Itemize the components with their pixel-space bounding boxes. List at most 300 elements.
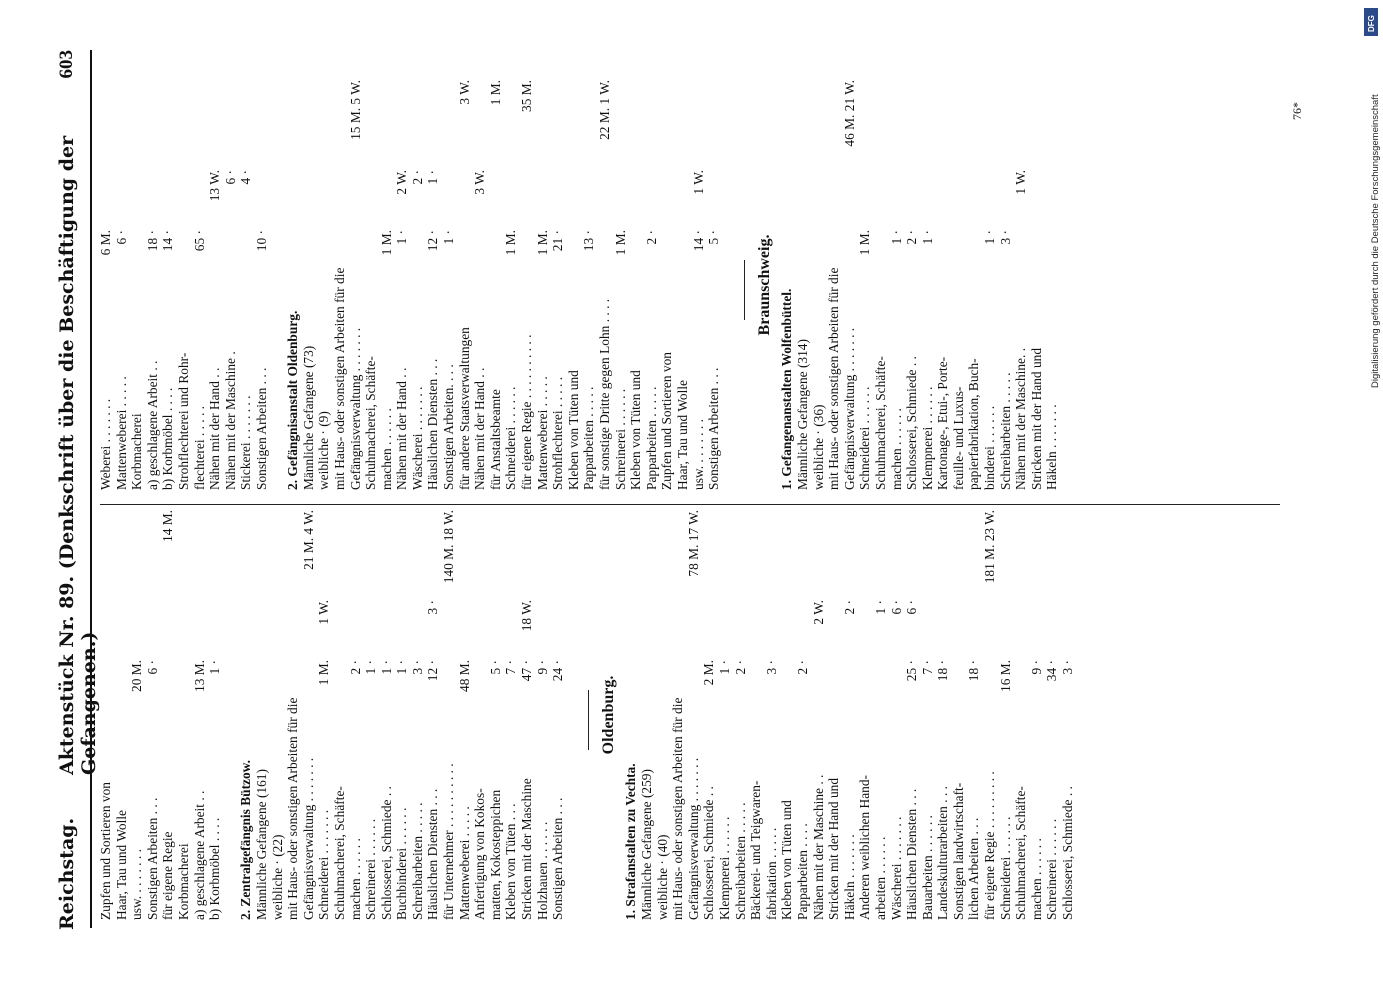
men-count: 14 · (160, 230, 176, 252)
table-row (920, 510, 936, 920)
table-row (904, 510, 920, 920)
row-label: Korbmacherei (129, 413, 145, 490)
row-label: Gefängnisverwaltung . . . . . . . (841, 327, 857, 490)
subtotal: 14 M. (160, 510, 176, 542)
row-label: Schreinerei . . . . . . (363, 818, 379, 920)
table-row (425, 80, 441, 490)
table-row (966, 80, 982, 490)
table-row (425, 510, 441, 920)
row-label: Schneiderei . . . . . . (857, 386, 873, 490)
table-row (1029, 510, 1045, 920)
table-row (998, 80, 1014, 490)
men-count: 10 · (253, 230, 269, 252)
table-row (254, 510, 270, 920)
row-label: Mattenweberei . . . . . (456, 806, 472, 920)
row-label: Schneiderei . . . . . . (997, 816, 1013, 920)
row-label: Anderen weiblichen Hand- (857, 774, 873, 920)
row-label: Holzhauen . . . . . . (534, 821, 550, 920)
table-row (748, 510, 764, 920)
row-label: Stricken mit der Maschine (519, 778, 535, 920)
row-label: Häkeln . . . . . . . (841, 834, 857, 920)
table-row (597, 80, 613, 490)
row-label: Schreibarbeiten . . . . . (409, 802, 425, 920)
row-label: Gefängnisverwaltung . . . . . . . (300, 757, 316, 920)
row-label: Stricken mit der Hand und (826, 777, 842, 920)
row-label: matten, Kokosteppichen (487, 789, 503, 920)
table-row (717, 510, 733, 920)
institution-heading (779, 80, 795, 490)
signature-mark: 76* (1290, 102, 1304, 120)
row-label: Nähen mit der Maschine. . (1013, 347, 1029, 490)
women-count: 2 W. (810, 600, 826, 625)
row-label: Klempnerei . . . . . . (716, 816, 732, 920)
men-count: 1 · (363, 660, 379, 675)
subtotal: 78 M. 17 W. (685, 510, 701, 577)
men-count: 18 · (966, 660, 982, 682)
row-label: Häuslichen Diensten . . . (904, 788, 920, 920)
row-label: Stickerei . . . . . . . (238, 395, 254, 490)
table-row (129, 510, 145, 920)
row-label: Weberei . . . . . . . (98, 398, 113, 490)
row-label: Zupfen und Sortieren von (659, 352, 675, 490)
table-row (114, 80, 130, 490)
table-row (691, 80, 707, 490)
table-row (873, 80, 889, 490)
row-label: Nähen mit der Maschine . . (810, 774, 826, 920)
digitization-note (1370, 8, 1380, 998)
blank-line (270, 80, 286, 490)
table-row (628, 80, 644, 490)
men-count: 3 · (763, 660, 779, 675)
men-count: 1 · (441, 230, 457, 245)
subtotal: 15 M. 5 W. (347, 80, 363, 140)
row-label: Bauarbeiten . . . . . . (919, 815, 935, 920)
institution-heading (623, 510, 639, 920)
row-label: weibliche · (40) (654, 834, 670, 920)
section-separator (737, 80, 751, 490)
row-label: mit Haus- oder sonstigen Arbeiten für die (826, 267, 842, 490)
men-count: 3 · (409, 660, 425, 675)
row-label: Schuhmacherei, Schäfte- (331, 786, 347, 920)
row-label: für sonstige Dritte gegen Lohn . . . . (597, 298, 612, 490)
table-row (410, 510, 426, 920)
men-count: 3 · (997, 230, 1013, 245)
row-label: Nähen mit der Hand . . (207, 367, 223, 490)
row-label: Wäscherei . . . . . . . (888, 816, 904, 920)
women-count: 1 W. (1013, 170, 1029, 195)
table-row (706, 80, 722, 490)
table-row (316, 80, 332, 490)
row-label: für Anstaltsbeamte (487, 389, 503, 490)
table-row (920, 80, 936, 490)
table-row (889, 80, 905, 490)
row-label: machen . . . . . . (378, 408, 394, 490)
table-row (238, 80, 254, 490)
row-label: für andere Staatsverwaltungen (456, 327, 472, 490)
table-row (764, 510, 780, 920)
men-count: 5 · (487, 660, 503, 675)
table-row (581, 80, 597, 490)
table-row (488, 510, 504, 920)
table-row (613, 80, 629, 490)
men-count: 7 · (503, 660, 519, 675)
men-count: 16 M. (997, 660, 1013, 692)
row-label: Männliche Gefangene (161) (253, 769, 269, 920)
men-count: 2 · (794, 660, 810, 675)
row-label: b) Korbmöbel . . . . (207, 817, 223, 920)
table-row (1013, 80, 1029, 490)
table-row (1044, 80, 1060, 490)
women-count: 1 W. (316, 600, 332, 625)
women-count: 6 · (904, 600, 920, 615)
table-row (857, 510, 873, 920)
men-count: 1 · (207, 660, 223, 675)
table-row (675, 80, 691, 490)
table-row (982, 80, 998, 490)
table-row (889, 510, 905, 920)
header-source: Reichstag. (56, 817, 78, 930)
table-row (982, 510, 998, 920)
subtotal: 35 M. (519, 80, 535, 112)
men-count: 1 M. (612, 230, 628, 256)
men-count: 3 · (1060, 660, 1076, 675)
table-row (842, 510, 858, 920)
table-row (270, 510, 286, 920)
left-column (98, 510, 1278, 920)
row-label: Anfertigung von Kokos- (472, 788, 488, 920)
subtotal: 21 M. 4 W. (300, 510, 316, 570)
table-row (811, 510, 827, 920)
column-divider (100, 504, 1280, 505)
table-row (207, 510, 223, 920)
row-label: machen . . . . . . (888, 408, 904, 490)
women-count: 1 W. (690, 170, 706, 195)
table-row (472, 510, 488, 920)
table-row (472, 80, 488, 490)
table-row (254, 80, 270, 490)
row-label: Sonstigen Arbeiten . . . (144, 797, 160, 920)
table-row (394, 80, 410, 490)
row-label: Haar, Tau und Wolle (674, 380, 690, 490)
men-count: 18 · (935, 660, 951, 682)
row-label: mit Haus- oder sonstigen Arbeiten für die (331, 267, 347, 490)
row-label: Kleben von Tüten und (565, 370, 581, 490)
table-row (332, 510, 348, 920)
table-row (98, 510, 114, 920)
table-row (207, 80, 223, 490)
page-number: 603 (56, 50, 77, 79)
table-row (457, 510, 473, 920)
men-count: 20 M. (129, 660, 145, 692)
men-count: 12 · (425, 230, 441, 252)
men-count: 9 · (534, 660, 550, 675)
men-count: 1 M. (378, 230, 394, 256)
header-title: Aktenstück Nr. 89. (Denkschrift über die Beschäftigung der Gefangenen.) (56, 135, 100, 775)
men-count: 1 · (982, 230, 998, 245)
table-row (129, 80, 145, 490)
table-row (348, 80, 364, 490)
page-header (50, 50, 100, 930)
table-row (192, 510, 208, 920)
table-row (655, 510, 671, 920)
blank-line (566, 510, 582, 920)
row-label: Nähen mit der Hand . . (394, 367, 410, 490)
row-label: Nähen mit der Hand . . (472, 367, 488, 490)
women-count: 2 · (841, 600, 857, 615)
men-count: 1 · (394, 660, 410, 675)
women-count: 2 W. (394, 170, 410, 195)
men-count: 6 M. (98, 230, 113, 256)
table-row (686, 510, 702, 920)
women-count: 13 W. (207, 170, 223, 202)
men-count: 1 M. (857, 230, 873, 256)
subtotal: 22 M. 1 W. (597, 80, 612, 140)
row-label: Sonstigen landwirtschaft- (950, 782, 966, 920)
table-row (379, 510, 395, 920)
table-row (566, 80, 582, 490)
section-separator (581, 510, 595, 920)
men-count: 13 · (581, 230, 597, 252)
men-count: 18 · (144, 230, 160, 252)
table-row (535, 80, 551, 490)
men-count: 47 · (519, 660, 535, 682)
heading-text: 2. Gefängnisanstalt Oldenburg. (285, 310, 301, 490)
table-row (550, 80, 566, 490)
row-label: Stricken mit der Hand und (1028, 347, 1044, 490)
table-row (842, 80, 858, 490)
men-count: 1 M. (503, 230, 519, 256)
row-label: Häuslichen Diensten . . . (425, 788, 441, 920)
men-count: 6 · (113, 230, 129, 245)
heading-text: 1. Strafanstalten zu Vechta. (623, 763, 639, 920)
men-count: 13 M. (191, 660, 207, 692)
row-label: Haar, Tau und Wolle (113, 810, 129, 920)
row-label: machen . . . . . . (1028, 838, 1044, 920)
row-label: Männliche Gefangene (314) (794, 339, 810, 490)
right-column (98, 80, 1278, 490)
row-label: Buchbinderei . . . . . . (394, 807, 410, 920)
table-row (951, 510, 967, 920)
men-count: 2 · (904, 230, 920, 245)
men-count: 1 · (919, 230, 935, 245)
row-label: Landeskulturarbeiten . . . (935, 786, 951, 920)
men-count: 14 · (690, 230, 706, 252)
table-row (301, 510, 317, 920)
table-row (363, 80, 379, 490)
row-label: für Unternehmer . . . . . . . . . . (441, 763, 457, 920)
subtotal: 3 W. (456, 80, 472, 105)
men-count: 1 M. (534, 230, 550, 256)
table-row (826, 510, 842, 920)
separator-rule (588, 690, 589, 750)
table-row (535, 510, 551, 920)
row-label: Häkeln . . . . . . . (1044, 404, 1060, 490)
row-label: für eigene Regie (160, 831, 176, 920)
women-count: 2 · (409, 170, 425, 185)
row-label: Schreibarbeiten . . . . . (732, 802, 748, 920)
row-label: Bäckerei- und Teigwaren- (748, 780, 764, 920)
institution-heading (238, 510, 254, 920)
row-label: a) geschlagene Arbeit . . (191, 790, 207, 920)
table-row (951, 80, 967, 490)
row-label: Schreibarbeiten . . . . . (997, 372, 1013, 490)
table-row (348, 510, 364, 920)
row-label: Korbmacherei (175, 843, 191, 920)
table-row (519, 80, 535, 490)
heading-text: 2. Zentralgefängnis Bützow. (238, 760, 254, 920)
subtotal: 1 M. (487, 80, 503, 106)
blank-line (722, 80, 738, 490)
row-label: Schreinerei . . . . . . (1044, 818, 1060, 920)
row-label: Mattenweberei . . . . . (113, 376, 129, 490)
table-row (811, 80, 827, 490)
row-label: Schlosserei, Schmiede . . (701, 786, 717, 920)
men-count: 6 · (144, 660, 160, 675)
institution-heading (285, 80, 301, 490)
row-label: Männliche Gefangene (259) (639, 769, 654, 920)
row-label: Schlosserei, Schmiede . . (1060, 786, 1076, 920)
row-label: Schlosserei, Schmiede . . (378, 786, 394, 920)
table-row (332, 80, 348, 490)
table-row (441, 80, 457, 490)
blank-line (223, 510, 239, 920)
table-row (1029, 80, 1045, 490)
subtotal: 181 M. 23 W. (982, 510, 998, 584)
men-count: 1 · (394, 230, 410, 245)
row-label: Kleben von Tüten . . . (503, 803, 519, 920)
men-count: 34 · (1044, 660, 1060, 682)
table-row (857, 80, 873, 490)
row-label: lichen Arbeiten . . . (966, 817, 982, 920)
table-row (223, 80, 239, 490)
table-row (301, 80, 317, 490)
row-label: weibliche · (36) (810, 404, 826, 490)
table-row (1044, 510, 1060, 920)
women-count: 6 · (222, 170, 238, 185)
men-count: 1 · (888, 230, 904, 245)
table-row (670, 510, 686, 920)
men-count: 1 · (378, 660, 394, 675)
table-row (550, 510, 566, 920)
men-count: 2 · (643, 230, 659, 245)
table-row (998, 510, 1014, 920)
women-count: 6 · (888, 600, 904, 615)
row-label: Papparbeiten . . . . (794, 823, 810, 920)
row-label: Sonstigen Arbeiten . . . (253, 367, 269, 490)
row-label: Schneiderei . . . . . . . (316, 809, 332, 920)
table-row (644, 80, 660, 490)
row-label: Schuhmacherei, Schäfte- (1013, 786, 1029, 920)
row-label: mit Haus- oder sonstigen Arbeiten für die (285, 697, 301, 920)
women-count: 18 W. (519, 600, 535, 632)
table-row (966, 510, 982, 920)
men-count: 25 · (904, 660, 920, 682)
heading-text: 1. Gefangenanstalten Wolfenbüttel. (779, 288, 795, 490)
men-count: 1 M. (316, 660, 332, 686)
men-count: 5 · (706, 230, 722, 245)
row-label: binderei . . . . . . (982, 405, 998, 490)
table-row (1013, 510, 1029, 920)
row-label: Papparbeiten . . . . . (581, 386, 597, 490)
row-label: Sonstigen Arbeiten. . . . (441, 364, 457, 490)
table-row (935, 510, 951, 920)
row-label: weibliche · (22) (269, 834, 285, 920)
men-count: 48 M. (456, 660, 472, 692)
table-row (935, 80, 951, 490)
row-label: Mattenweberei . . . . . (534, 376, 550, 490)
dfg-logo-text: DFG (1367, 15, 1376, 32)
row-label: Papparbeiten . . . . . (643, 386, 659, 490)
row-label: Strohflechterei . . . . . (550, 376, 566, 490)
table-row (503, 80, 519, 490)
table-row (733, 510, 749, 920)
table-row (779, 510, 795, 920)
row-label: Häuslichen Diensten . . . (425, 358, 441, 490)
table-row (176, 510, 192, 920)
row-label: Schlosserei, Schmiede . . (904, 356, 920, 490)
row-label: usw. . . . . . . . (129, 849, 145, 920)
row-label: Nähen mit der Maschine . (222, 351, 238, 490)
men-count: 2 · (347, 660, 363, 675)
digitization-note-text: Digitalisierung gefördert durch die Deutsche Forschungsgemeinschaft (1370, 94, 1381, 388)
table-row (145, 80, 161, 490)
separator-rule (744, 260, 745, 320)
table-row (98, 80, 114, 490)
table-row (410, 80, 426, 490)
subtotal: 46 M. 21 W. (841, 80, 857, 147)
table-row (503, 510, 519, 920)
table-row (176, 80, 192, 490)
women-count: 4 · (238, 170, 254, 185)
table-row (873, 510, 889, 920)
row-label: b) Korbmöbel . . . . (160, 387, 176, 490)
row-label: papierfabrikation, Buch- (966, 358, 982, 490)
row-label: Schuhmacherei, Schäfte- (872, 356, 888, 490)
table-row (795, 510, 811, 920)
row-label: für eigene Regie . . . . . . . . . . (519, 334, 535, 490)
table-row (285, 510, 301, 920)
subtotal: 140 M. 18 W. (441, 510, 457, 584)
table-row (192, 80, 208, 490)
men-count: 2 · (732, 660, 748, 675)
table-row (904, 80, 920, 490)
table-row (639, 510, 655, 920)
row-label: usw. . . . . . . . (690, 419, 706, 490)
row-label: arbeiten . . . . . . (872, 836, 888, 920)
men-count: 21 · (550, 230, 566, 252)
table-row (363, 510, 379, 920)
men-count: 24 · (550, 660, 566, 682)
row-label: Zupfen und Sortieren von (98, 782, 113, 920)
row-label: a) geschlagene Arbeit . . (144, 360, 160, 490)
row-label: fabrikation . . . . . (763, 827, 779, 920)
row-label: Wäscherei . . . . . . . (409, 386, 425, 490)
table-row (659, 80, 675, 490)
table-row (457, 80, 473, 490)
table-row (1060, 510, 1076, 920)
row-label: Strohflechterei und Rohr- (175, 352, 191, 490)
header-rule (90, 50, 92, 928)
state-heading: Braunschweig. (756, 234, 774, 336)
women-count: 1 · (872, 600, 888, 615)
row-label: Kartonage-, Etui-, Porte- (935, 356, 951, 490)
table-row (160, 80, 176, 490)
table-row (160, 510, 176, 920)
women-count: 3 · (425, 600, 441, 615)
men-count: 12 · (425, 660, 441, 682)
row-label: Klempnerei . . . . . . (919, 386, 935, 490)
row-label: Männliche Gefangene (73) (300, 345, 316, 490)
